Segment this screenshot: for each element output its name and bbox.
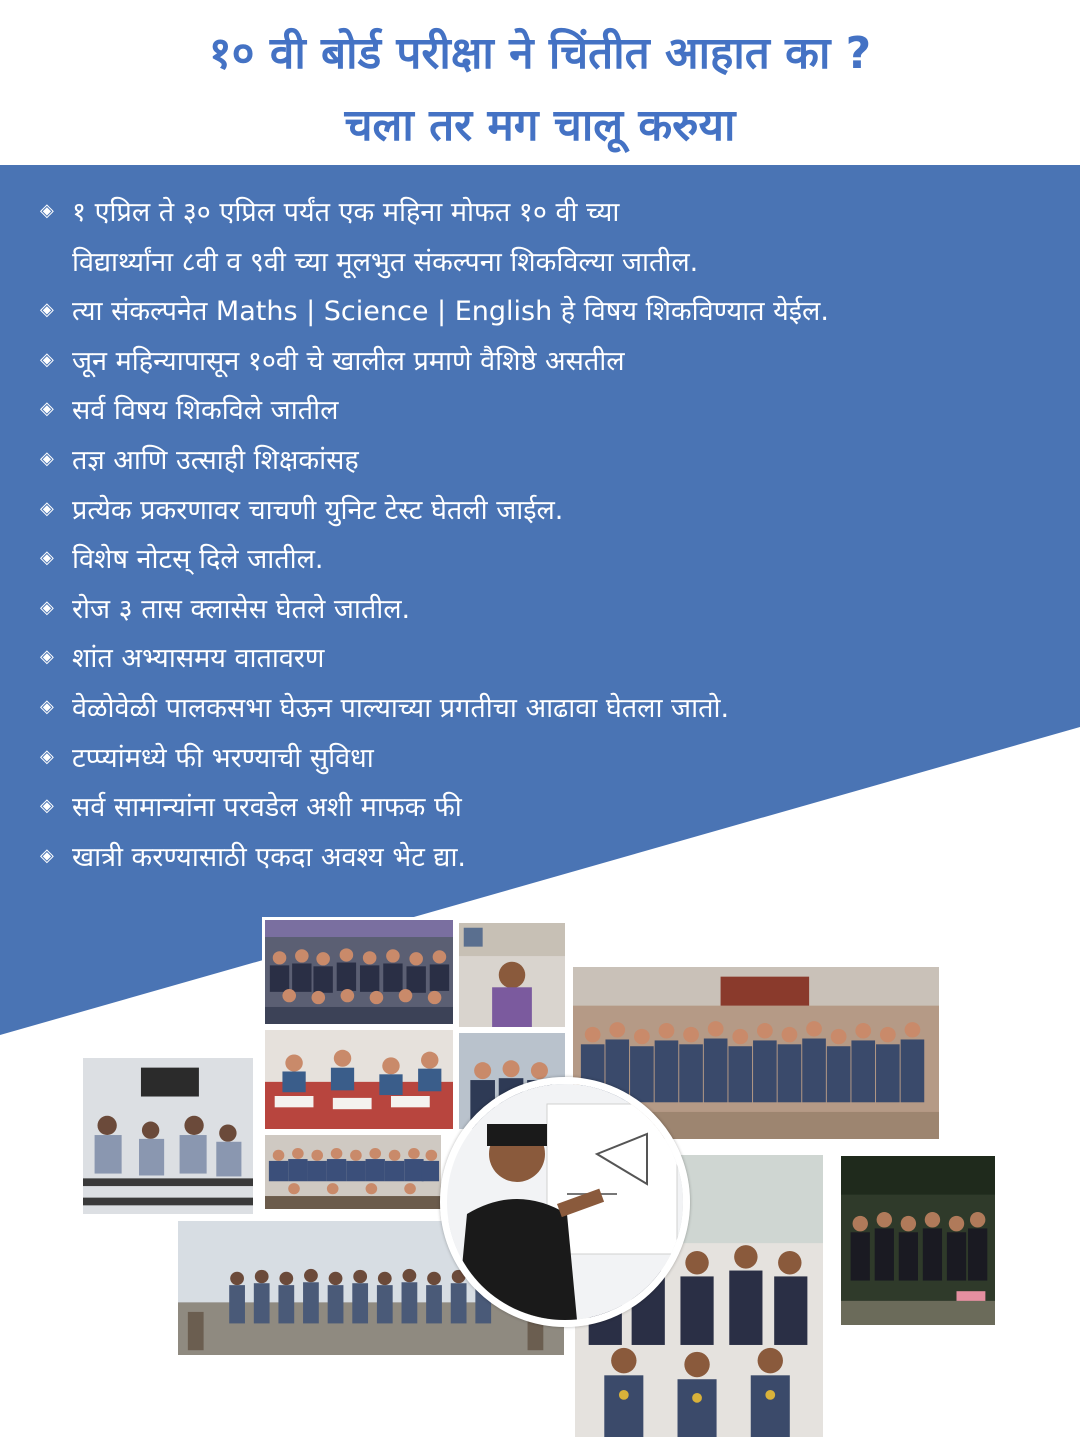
list-item: ◈ १ एप्रिल ते ३० एप्रिल पर्यंत एक महिना मोफत १० वी च्या bbox=[40, 197, 620, 228]
diamond-bullet-icon: ◈ bbox=[40, 398, 54, 420]
diamond-bullet-icon: ◈ bbox=[40, 497, 54, 519]
photo-teacher-whiteboard bbox=[440, 1077, 690, 1327]
diamond-bullet-icon: ◈ bbox=[40, 200, 54, 221]
diamond-bullet-icon: ◈ bbox=[40, 844, 54, 866]
list-item: ◈ विशेष नोटस् दिले जातील. bbox=[40, 544, 324, 576]
list-item: ◈ जून महिन्यापासून १०वी चे खालील प्रमाणे वैशिष्ठे असतील bbox=[40, 345, 625, 377]
list-item: ◈ रोज ३ तास क्लासेस घेतले जातील. bbox=[40, 593, 411, 625]
list-item: ◈ तज्ञ आणि उत्साही शिक्षकांसह bbox=[40, 444, 359, 476]
diamond-bullet-icon: ◈ bbox=[40, 646, 54, 668]
list-item: ◈ सर्व सामान्यांना परवडेल अशी माफक फी bbox=[40, 792, 462, 824]
photo-night-group bbox=[838, 1153, 998, 1328]
photo-group-seated bbox=[262, 1132, 444, 1212]
list-item: ◈ प्रत्येक प्रकरणावर चाचणी युनिट टेस्ट घेतली जाईल. bbox=[40, 494, 564, 526]
diamond-bullet-icon: ◈ bbox=[40, 447, 54, 469]
photo-exam-hall bbox=[262, 1027, 456, 1132]
diamond-bullet-icon: ◈ bbox=[40, 547, 54, 569]
photo-online-class bbox=[456, 920, 568, 1030]
photo-classroom-group-1 bbox=[262, 917, 456, 1027]
headline-line-2: चला तर मग चालू करुया bbox=[344, 100, 736, 151]
list-item-continuation: विद्यार्थ्यांना ८वी व ९वी च्या मूलभुत संकल्पना शिकविल्या जातील. bbox=[72, 246, 699, 278]
diamond-bullet-icon: ◈ bbox=[40, 299, 54, 321]
diamond-bullet-icon: ◈ bbox=[40, 348, 54, 370]
list-item: ◈ टप्प्यांमध्ये फी भरण्याची सुविधा bbox=[40, 742, 374, 774]
list-item: ◈ खात्री करण्यासाठी एकदा अवश्य भेट द्या. bbox=[40, 841, 467, 873]
list-item: ◈ शांत अभ्यासमय वातावरण bbox=[40, 643, 325, 675]
photo-class-rows bbox=[80, 1055, 256, 1217]
headline-line-1: १० वी बोर्ड परीक्षा ने चिंतीत आहात का ? bbox=[208, 28, 872, 79]
list-item: ◈ त्या संकल्पनेत Maths | Science | English हे विषय शिकविण्यात येईल. bbox=[40, 296, 829, 328]
list-item: ◈ सर्व विषय शिकविले जातील bbox=[40, 395, 339, 427]
diamond-bullet-icon: ◈ bbox=[40, 795, 54, 817]
diamond-bullet-icon: ◈ bbox=[40, 745, 54, 767]
diamond-bullet-icon: ◈ bbox=[40, 695, 54, 717]
feature-list bbox=[40, 188, 1070, 882]
list-item: ◈ वेळोवेळी पालकसभा घेऊन पाल्याच्या प्रगतीचा आढावा घेतला जातो. bbox=[40, 692, 730, 724]
diamond-bullet-icon: ◈ bbox=[40, 596, 54, 618]
